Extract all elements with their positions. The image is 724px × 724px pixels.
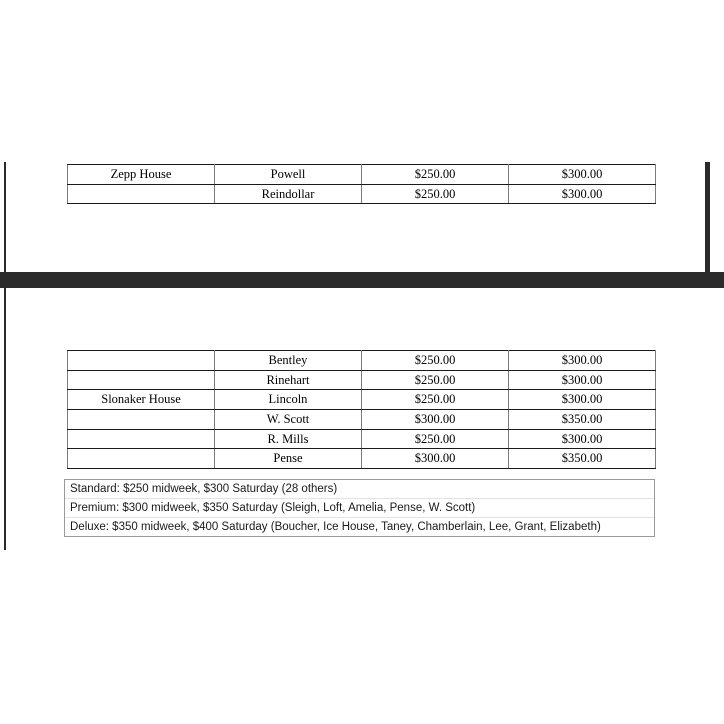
cell-unit: W. Scott	[215, 410, 362, 430]
cell-weekend-rate: $300.00	[509, 370, 656, 390]
cell-midweek-rate: $250.00	[362, 370, 509, 390]
cell-midweek-rate: $300.00	[362, 410, 509, 430]
cell-midweek-rate: $250.00	[362, 429, 509, 449]
cell-unit: Rinehart	[215, 370, 362, 390]
cell-unit: Pense	[215, 449, 362, 469]
cell-unit: Powell	[215, 165, 362, 185]
cell-house	[68, 429, 215, 449]
cell-weekend-rate: $300.00	[509, 390, 656, 410]
table-row	[68, 351, 656, 371]
table-row	[68, 449, 656, 469]
rate-tier-summary-box	[64, 479, 655, 537]
cell-weekend-rate: $300.00	[509, 184, 656, 204]
cell-house: Slonaker House	[68, 390, 215, 410]
cell-midweek-rate: $250.00	[362, 184, 509, 204]
summary-line-premium: Premium: $300 midweek, $350 Saturday (Sleigh, Loft, Amelia, Pense, W. Scott)	[65, 499, 654, 518]
cell-house	[68, 410, 215, 430]
rate-table-lower	[67, 350, 656, 469]
table-row	[68, 410, 656, 430]
summary-line-standard: Standard: $250 midweek, $300 Saturday (28 others)	[65, 480, 654, 499]
rate-table-upper-body	[68, 165, 656, 204]
cell-midweek-rate: $300.00	[362, 449, 509, 469]
cell-weekend-rate: $300.00	[509, 165, 656, 185]
summary-line-deluxe: Deluxe: $350 midweek, $400 Saturday (Boucher, Ice House, Taney, Chamberlain, Lee, Grant, Elizabeth)	[70, 520, 601, 533]
cell-weekend-rate: $350.00	[509, 410, 656, 430]
rate-table-lower-body	[68, 351, 656, 469]
table-row	[68, 390, 656, 410]
table-row	[68, 429, 656, 449]
table-row	[68, 370, 656, 390]
page-break-separator	[0, 272, 724, 288]
cell-midweek-rate: $250.00	[362, 390, 509, 410]
cell-midweek-rate: $250.00	[362, 165, 509, 185]
cell-weekend-rate: $300.00	[509, 429, 656, 449]
cell-weekend-rate: $350.00	[509, 449, 656, 469]
cell-weekend-rate: $300.00	[509, 351, 656, 371]
table-row	[68, 165, 656, 185]
cell-unit: Reindollar	[215, 184, 362, 204]
cell-unit: Lincoln	[215, 390, 362, 410]
cell-house	[68, 449, 215, 469]
cell-house	[68, 184, 215, 204]
rate-table-upper	[67, 164, 656, 204]
table-row	[68, 184, 656, 204]
cell-unit: R. Mills	[215, 429, 362, 449]
cell-house: Zepp House	[68, 165, 215, 185]
cell-house	[68, 351, 215, 371]
cell-unit: Bentley	[215, 351, 362, 371]
cell-midweek-rate: $250.00	[362, 351, 509, 371]
cell-house	[68, 370, 215, 390]
